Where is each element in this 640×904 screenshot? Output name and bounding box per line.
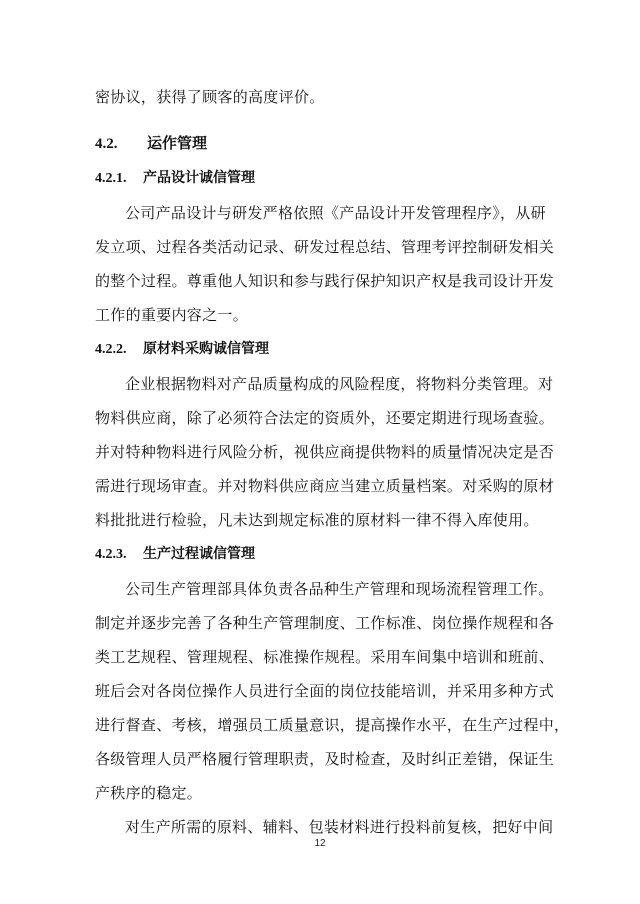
paragraph-line: 并对特种物料进行风险分析，视供应商提供物料的质量情况决定是否 (95, 443, 555, 461)
subsection-number: 4.2.1. (95, 171, 127, 186)
paragraph-line: 公司产品设计与研发严格依照《产品设计开发管理程序》，从研 (125, 204, 546, 222)
subsection-number: 4.2.3. (95, 547, 127, 562)
continuation-line: 密协议，获得了顾客的高度评价。 (95, 88, 325, 106)
paragraph-line: 制定并逐步完善了各种生产管理制度、工作标准、岗位操作规程和各 (95, 614, 555, 632)
paragraph-line: 企业根据物料对产品质量构成的风险程度，将物料分类管理。对 (125, 375, 554, 393)
paragraph-line: 发立项、过程各类活动记录、研发过程总结、管理考评控制研发相关 (95, 238, 555, 256)
section-number: 4.2. (95, 136, 118, 152)
paragraph-line: 料批批进行检验，凡未达到规定标准的原材料一律不得入库使用。 (95, 511, 539, 529)
subsection-heading-design (95, 161, 547, 196)
subsection-title: 原材料采购诚信管理 (143, 341, 269, 357)
paragraph-line: 工作的重要内容之一。 (95, 306, 249, 324)
paragraph-line: 的整个过程。尊重他人知识和参与践行保护知识产权是我司设计开发 (95, 272, 555, 290)
paragraph-line: 班后会对各岗位操作人员进行全面的岗位技能培训，并采用多种方式 (95, 682, 555, 700)
document-page (95, 80, 570, 844)
paragraph-line: 类工艺规程、管理规程、标准操作规程。采用车间集中培训和班前、 (95, 648, 555, 666)
section-heading (95, 126, 547, 161)
paragraph-line: 各级管理人员严格履行管理职责，及时检查，及时纠正差错，保证生 (95, 750, 555, 768)
subsection-heading-production (95, 537, 547, 572)
paragraph-line: 物料供应商，除了必须符合法定的资质外，还要定期进行现场查验。 (95, 409, 555, 427)
subsection-title: 产品设计诚信管理 (143, 170, 255, 186)
subsection-title: 生产过程诚信管理 (143, 546, 255, 562)
subsection-heading-procurement (95, 332, 547, 367)
subsection-number: 4.2.2. (95, 342, 127, 357)
paragraph-line: 公司生产管理部具体负责各品种生产管理和现场流程管理工作。 (125, 580, 554, 598)
section-title: 运作管理 (147, 134, 208, 152)
page-number: 12 (314, 838, 326, 849)
paragraph-line: 产秩序的稳定。 (95, 784, 203, 802)
paragraph-line: 对生产所需的原料、辅料、包装材料进行投料前复核，把好中间 (125, 818, 554, 836)
paragraph-line: 需进行现场审查。并对物料供应商应当建立质量档案。对采购的原材 (95, 477, 555, 495)
paragraph-line: 进行督查、考核，增强员工质量意识，提高操作水平，在生产过程中， (95, 716, 570, 734)
